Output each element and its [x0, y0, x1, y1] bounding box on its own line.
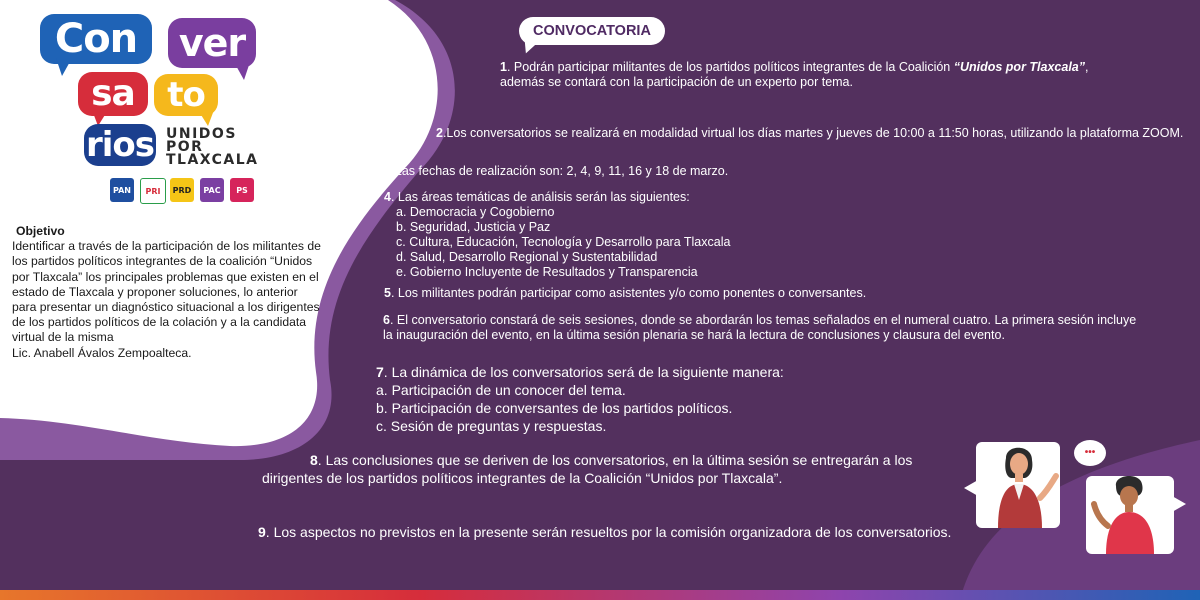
step-b: b. Participación de conversantes de los partidos políticos. — [376, 400, 733, 416]
item-5-text: . Los militantes podrán participar como asistentes y/o como ponentes o conversantes. — [390, 286, 867, 300]
objective-title: Objetivo — [16, 224, 65, 238]
item-1-text: . Podrán participar militantes de los partidos políticos integrantes de la Coalición — [506, 60, 954, 74]
item-9-text: . Los aspectos no previstos en la presente serán resueltos por la comisión organizadora de los conversatorios. — [265, 524, 952, 540]
objective-text: Identificar a través de la participación de los militantes de los partidos políticos integrantes de la coalición “Unidos por Tlaxcala” los principales problemas que existen en el estado de Tlaxcala y proponer soluciones, lo anterior para presentar un diagnóstico situacional a los dirigentes de los partidos políticos de la colación y a la candidata virtual de la misma — [12, 239, 321, 345]
coalition-line-3: TLAXCALA — [166, 152, 259, 168]
item-7 — [376, 363, 896, 435]
item-1 — [500, 60, 1100, 90]
item-4 — [384, 190, 904, 280]
item-1-line-2: además se contará con la participación de un experto por tema. — [500, 75, 853, 89]
step-a: a. Participación de un conocer del tema. — [376, 382, 626, 398]
topic-b: b. Seguridad, Justicia y Paz — [396, 220, 551, 234]
typing-dots: ••• — [1084, 447, 1096, 458]
item-7-number: 7 — [376, 364, 384, 380]
logo-ver-bubble — [168, 18, 256, 68]
logo-ver-text: ver — [178, 21, 246, 65]
item-3-text: . Las fechas de realización son: 2, 4, 9, 11, 16 y 18 de marzo. — [387, 164, 729, 178]
conversation-illustration — [962, 436, 1192, 556]
item-3 — [381, 164, 881, 179]
party-pan-logo: PAN — [110, 178, 134, 202]
logo-sa-text: sa — [91, 73, 135, 114]
party-prd-logo: PRD — [170, 178, 194, 202]
objective-signature: Lic. Anabell Ávalos Zempoalteca. — [12, 345, 192, 360]
item-4-text: . Las áreas temáticas de análisis serán las siguientes: — [390, 190, 690, 204]
coalition-name — [166, 128, 258, 167]
item-1-number: 1 — [500, 60, 507, 74]
logo-con-bubble — [40, 14, 152, 64]
item-8-line-2: dirigentes de los partidos políticos integrantes de la Coalición “Unidos por Tlaxcala”. — [262, 470, 783, 486]
topic-c: c. Cultura, Educación, Tecnología y Desarrollo para Tlaxcala — [396, 235, 731, 249]
step-c: c. Sesión de preguntas y respuestas. — [376, 418, 607, 434]
item-2 — [436, 126, 1198, 141]
logo-sa-bubble — [78, 72, 148, 116]
item-5-number: 5 — [384, 286, 391, 300]
item-4-topics — [384, 205, 904, 280]
objective-block — [12, 224, 324, 361]
logo-to-text: to — [167, 75, 205, 115]
item-6-line-1: . El conversatorio constará de seis sesiones, donde se abordarán los temas señalados en el numeral cuatro. La primera sesión incluye — [389, 313, 1137, 327]
logo-con-text: Con — [54, 16, 138, 62]
item-6 — [383, 313, 1173, 343]
item-9-number: 9 — [258, 524, 266, 540]
item-6-line-2: la inauguración del evento, en la última sesión plenaria se hará la lectura de conclusiones y clausura del evento. — [383, 328, 1005, 342]
item-6-number: 6 — [383, 313, 390, 327]
item-8 — [262, 451, 942, 487]
item-2-number: 2 — [436, 126, 443, 140]
heading-text: CONVOCATORIA — [533, 23, 651, 39]
coalition-line-2: POR — [166, 139, 204, 155]
item-8-number: 8 — [310, 452, 318, 468]
convocatoria-heading — [519, 17, 665, 45]
party-pri-logo: PRI — [140, 178, 166, 204]
party-ps-logo: PS — [230, 178, 254, 202]
item-9 — [258, 523, 978, 541]
person-man-icon — [1086, 470, 1176, 554]
item-2-text: .Los conversatorios se realizará en modalidad virtual los días martes y jueves de 10:00 a 11:50 horas, utilizando la plataforma ZOOM. — [442, 126, 1184, 140]
item-5 — [384, 286, 944, 301]
item-8-line-1: . Las conclusiones que se deriven de los conversatorios, en la última sesión se entregarán a los — [317, 452, 913, 468]
logo-rios-text: rios — [85, 125, 155, 165]
item-4-number: 4 — [384, 190, 391, 204]
party-pac-logo: PAC — [200, 178, 224, 202]
person-woman-icon — [976, 438, 1066, 534]
topic-e: e. Gobierno Incluyente de Resultados y Transparencia — [396, 265, 698, 279]
conversatorios-logo — [38, 10, 263, 200]
topic-a: a. Democracia y Cogobierno — [396, 205, 555, 219]
logo-rios-bubble — [84, 124, 156, 166]
item-1-comma: , — [1085, 60, 1089, 74]
item-3-number: 3 — [381, 164, 388, 178]
item-7-text: . La dinámica de los conversatorios será de la siguiente manera: — [383, 364, 784, 380]
typing-bubble — [1074, 440, 1106, 466]
topic-d: d. Salud, Desarrollo Regional y Sustentabilidad — [396, 250, 658, 264]
item-7-steps — [376, 381, 896, 435]
item-1-coalition: “Unidos por Tlaxcala” — [953, 60, 1085, 74]
coalition-line-1: UNIDOS — [166, 126, 237, 142]
